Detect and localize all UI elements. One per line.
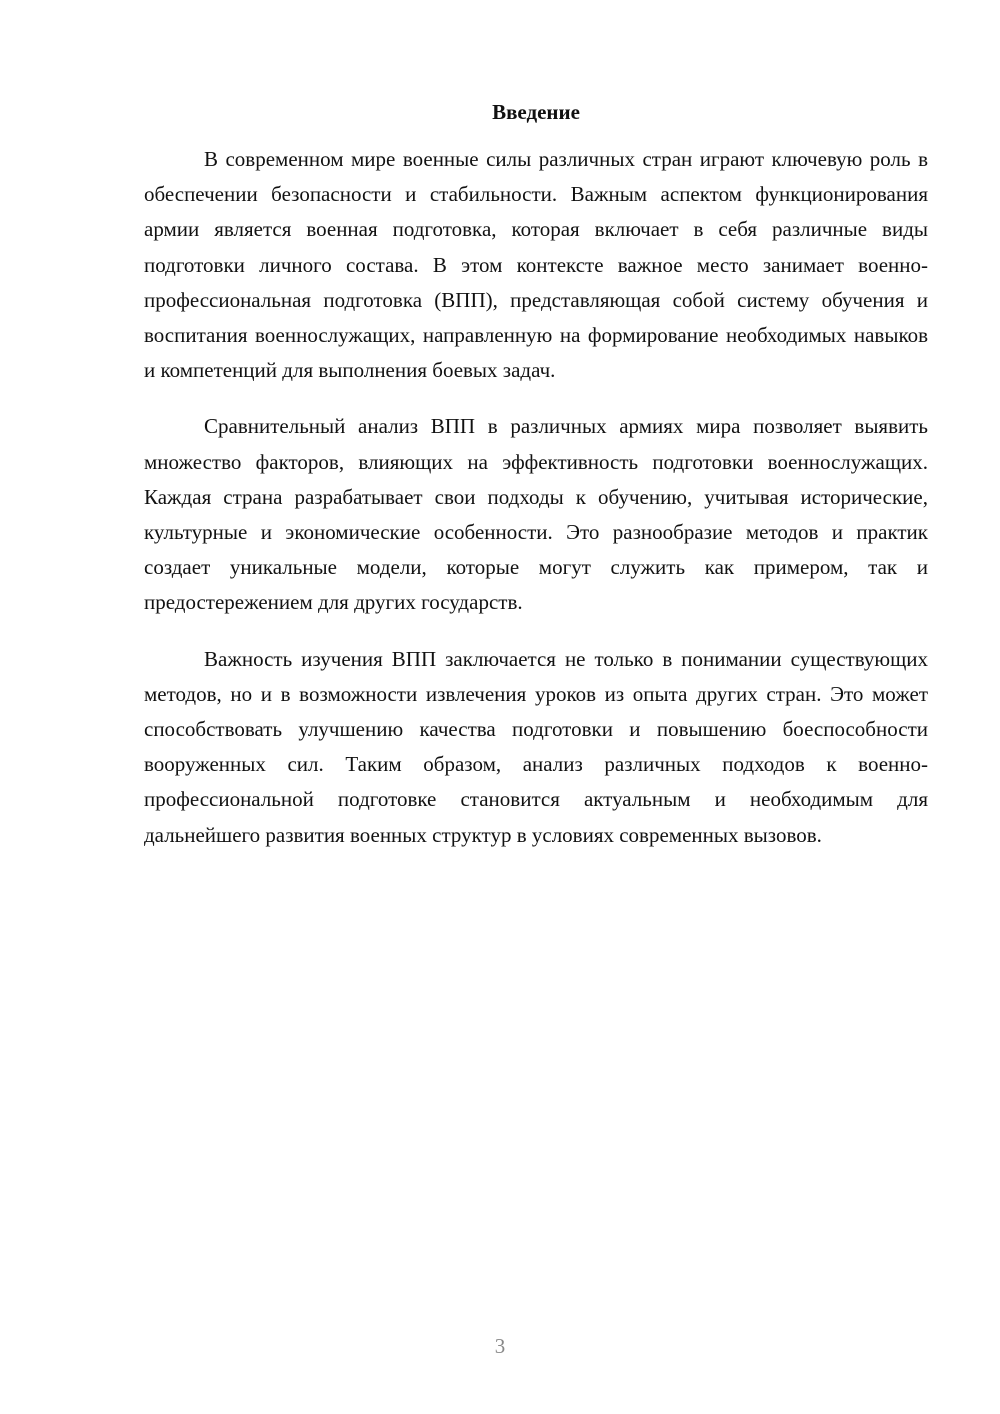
paragraph-3: Важность изучения ВПП заключается не только в понимании существующих методов, но и в возможности извлечения уроков из опыта других стран. Это может способствовать улучшению качества подготовки и повышению боеспособности вооруженных сил. Таким образом, анализ различных подходов к военно-профессиональной подготовке становится актуальным и необходимым для дальнейшего развития военных структур в условиях современных вызовов.	[144, 646, 928, 847]
section-title: Введение	[492, 100, 580, 124]
paragraph-1: В современном мире военные силы различных стран играют ключевую роль в обеспечении безопасности и стабильности. Важным аспектом функционирования армии является военная подготовка, которая включает в себя различные виды подготовки личного состава. В этом контексте важное место занимает военно-профессиональная подготовка (ВПП), представляющая собой систему обучения и воспитания военнослужащих, направленную на формирование необходимых навыков и компетенций для выполнения боевых задач.	[144, 147, 928, 383]
page-number: 3	[494, 1334, 506, 1358]
page-content	[144, 96, 928, 874]
paragraph-2: Сравнительный анализ ВПП в различных армиях мира позволяет выявить множество факторов, влияющих на эффективность подготовки военнослужащих. Каждая страна разрабатывает свои подходы к обучению, учитывая исторические, культурные и экономические особенности. Это разнообразие методов и практик создает уникальные модели, которые могут служить как примером, так и предостережением для других государств.	[144, 414, 928, 615]
